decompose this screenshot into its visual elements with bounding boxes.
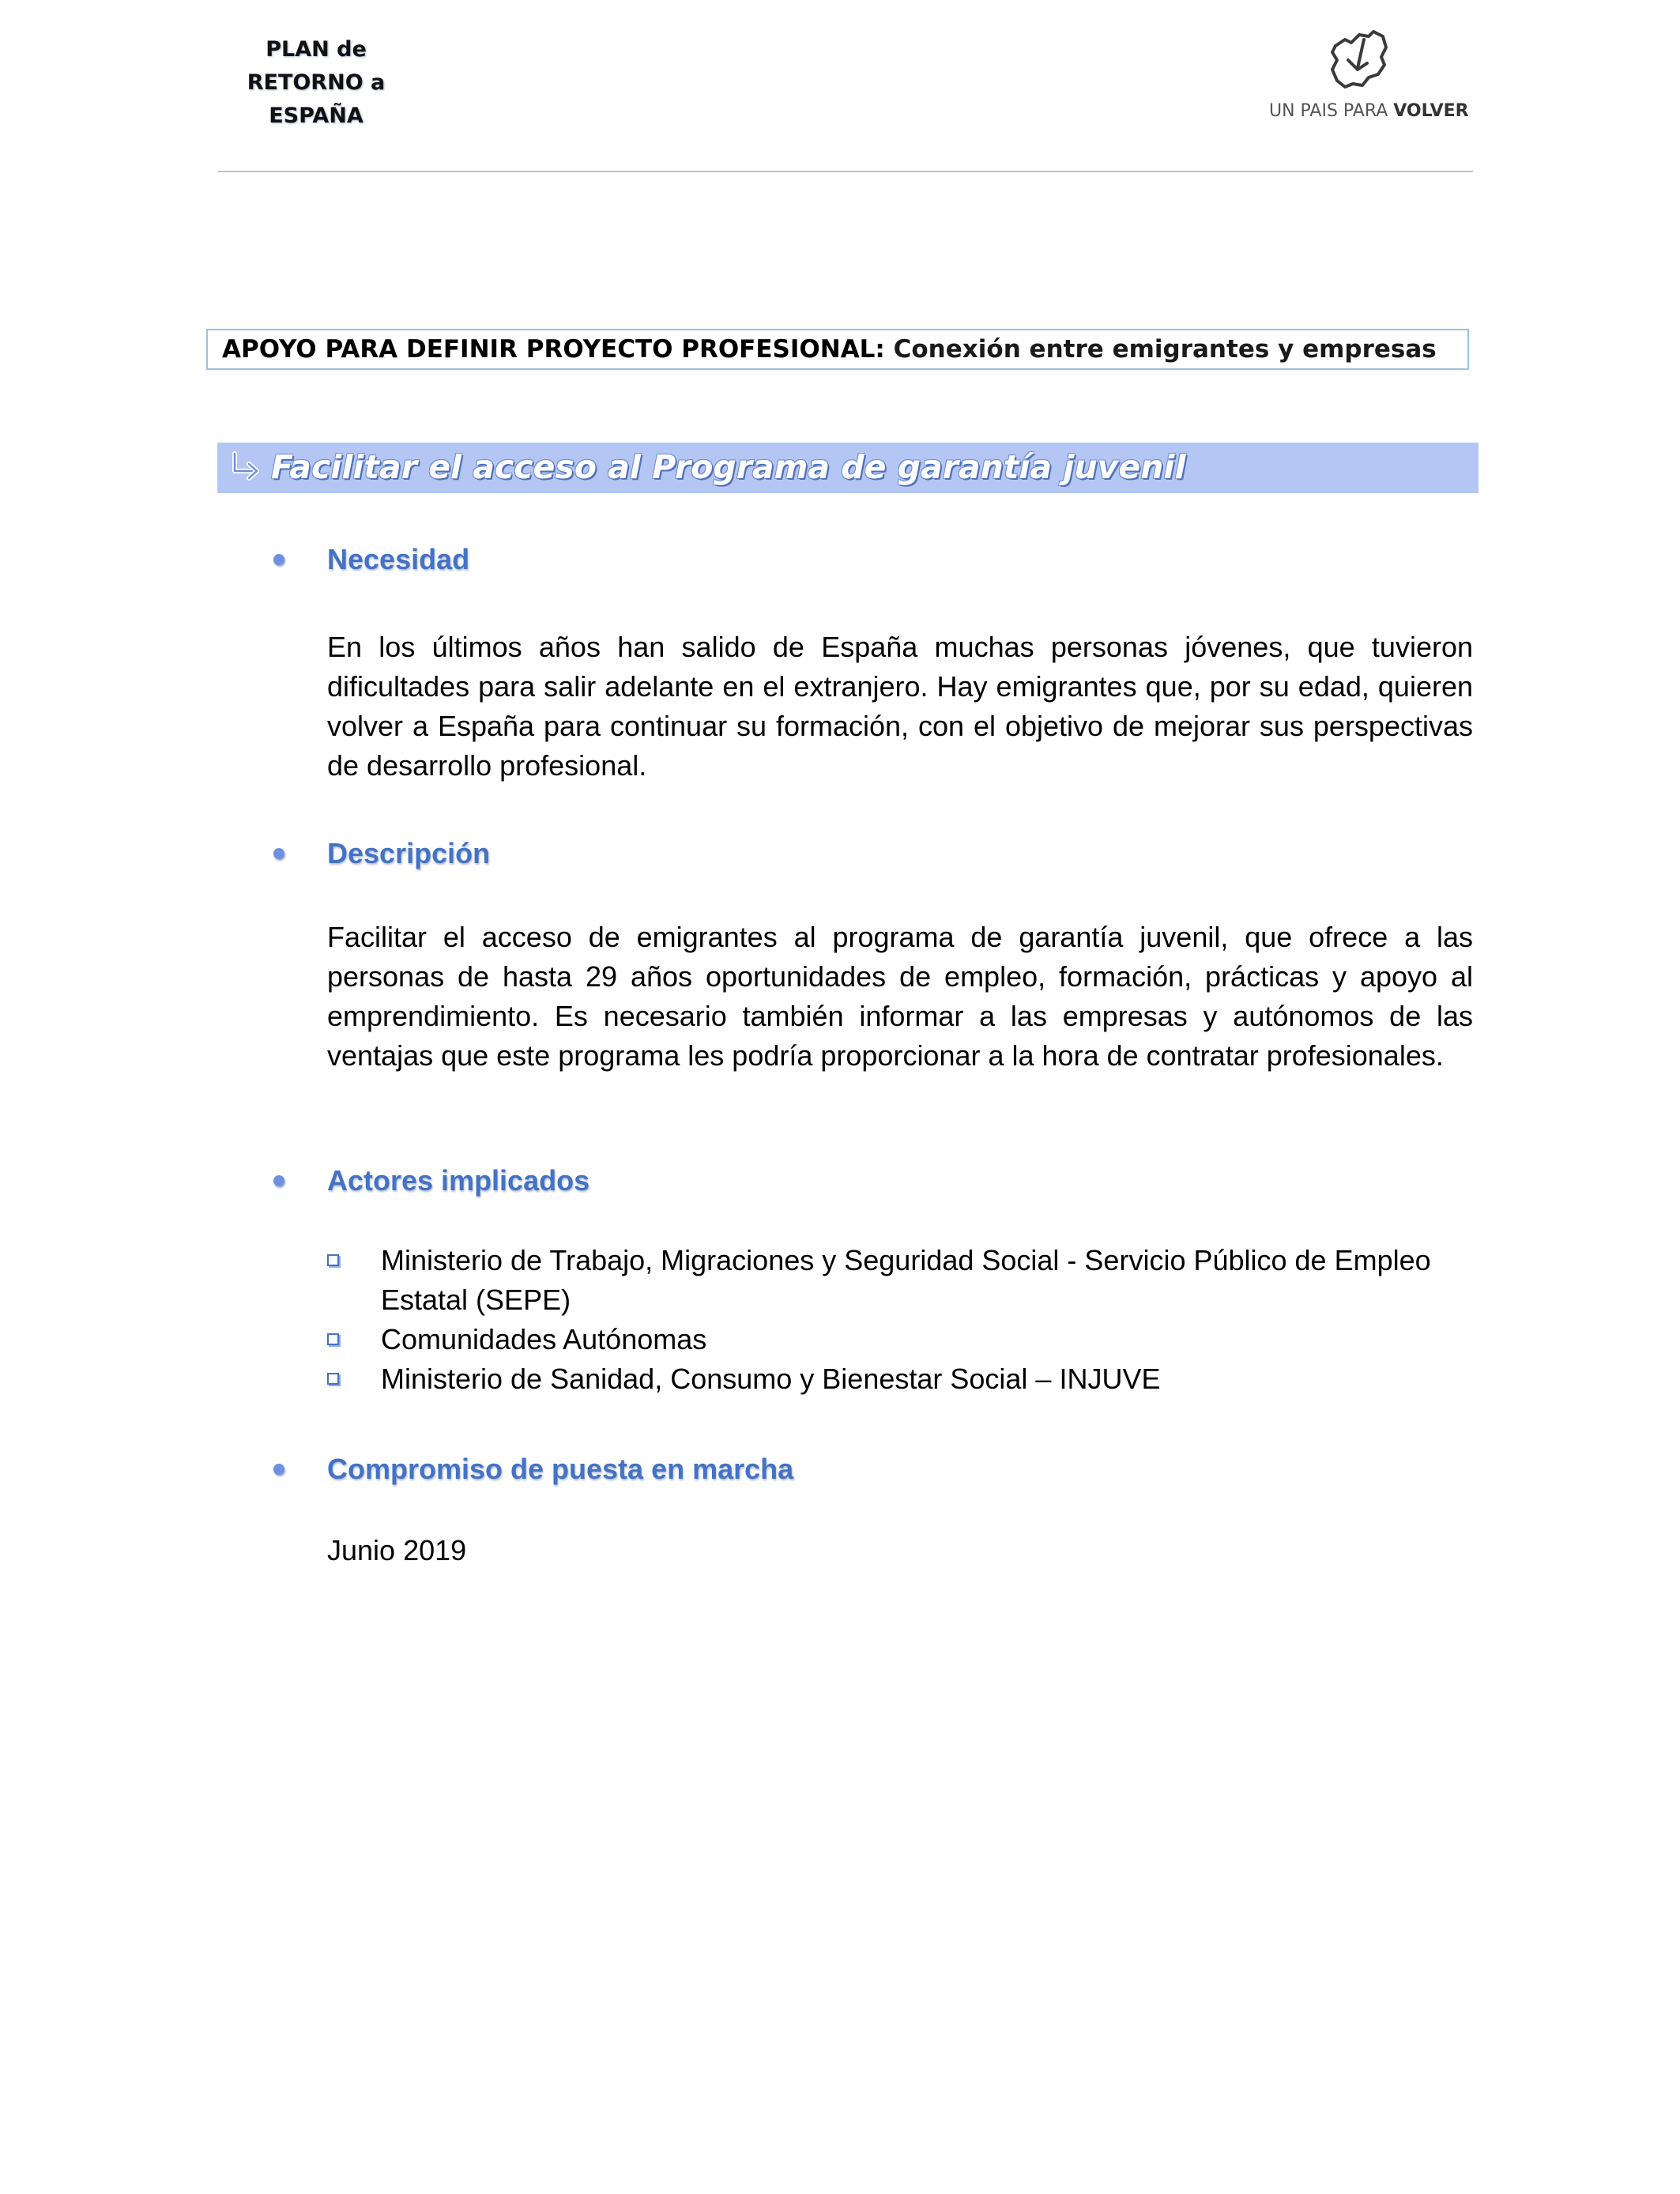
section-title — [206, 329, 1469, 370]
map-arrow-logo-icon — [1328, 28, 1389, 92]
plan-title-line-2: RETORNO a — [247, 70, 386, 95]
section-title-bold: APOYO PARA DEFINIR PROYECTO PROFESIONAL: — [222, 335, 885, 364]
topic-banner — [217, 443, 1478, 493]
un-pais-para-volver-logo — [1264, 28, 1469, 131]
plan-title-line-1: PLAN de — [266, 37, 367, 62]
checkbox-bullet-icon — [327, 1373, 339, 1385]
list-item — [327, 1320, 1473, 1359]
checkbox-bullet-icon — [327, 1254, 339, 1266]
necesidad-paragraph: En los últimos años han salido de España muchas personas jóvenes, que tuvieron dificultades para salir adelante en el extranjero. Hay emigrantes que, por su edad, quieren volver a España para continuar su formación, con el objetivo de mejorar sus perspectivas de desarrollo profesional. — [327, 631, 1473, 782]
heading-descripcion-label: Descripción — [327, 837, 491, 869]
compromiso-date: Junio 2019 — [327, 1534, 467, 1566]
actor-item-text: Ministerio de Sanidad, Consumo y Bienestar Social – INJUVE — [381, 1363, 1161, 1395]
plan-title-line-3: ESPAÑA — [269, 104, 363, 128]
actor-list — [327, 1241, 1473, 1399]
heading-necesidad-label: Necesidad — [327, 543, 470, 575]
actor-item-text: Ministerio de Trabajo, Migraciones y Seguridad Social - Servicio Público de Empleo Estatal (SEPE) — [381, 1244, 1431, 1316]
plan-title — [237, 33, 395, 133]
round-bullet-icon — [273, 1175, 284, 1186]
header-divider — [218, 171, 1473, 172]
actor-item-text: Comunidades Autónomas — [381, 1323, 707, 1355]
section-title-rest: Conexión entre emigrantes y empresas — [884, 335, 1437, 364]
list-item — [327, 1359, 1473, 1399]
logo-text-bold: VOLVER — [1393, 101, 1469, 121]
round-bullet-icon — [273, 848, 284, 859]
topic-title: Facilitar el acceso al Programa de garantía juvenil — [271, 448, 1186, 486]
heading-actores-label: Actores implicados — [327, 1164, 590, 1197]
logo-text-regular: UN PAIS PARA — [1269, 101, 1394, 121]
round-bullet-icon — [273, 554, 284, 565]
descripcion-paragraph: Facilitar el acceso de emigrantes al programa de garantía juvenil, que ofrece a las personas de hasta 29 años oportunidades de empleo, formación, prácticas y apoyo al emprendimiento. Es necesario también informar a las empresas y autónomos de las ventajas que este programa les podría proporcionar a la hora de contratar profesionales. — [327, 921, 1473, 1072]
list-item — [327, 1241, 1473, 1320]
heading-compromiso-label: Compromiso de puesta en marcha — [327, 1453, 794, 1485]
round-bullet-icon — [273, 1464, 284, 1475]
return-arrow-icon — [228, 450, 263, 485]
checkbox-bullet-icon — [327, 1333, 339, 1345]
logo-text — [1269, 101, 1469, 121]
